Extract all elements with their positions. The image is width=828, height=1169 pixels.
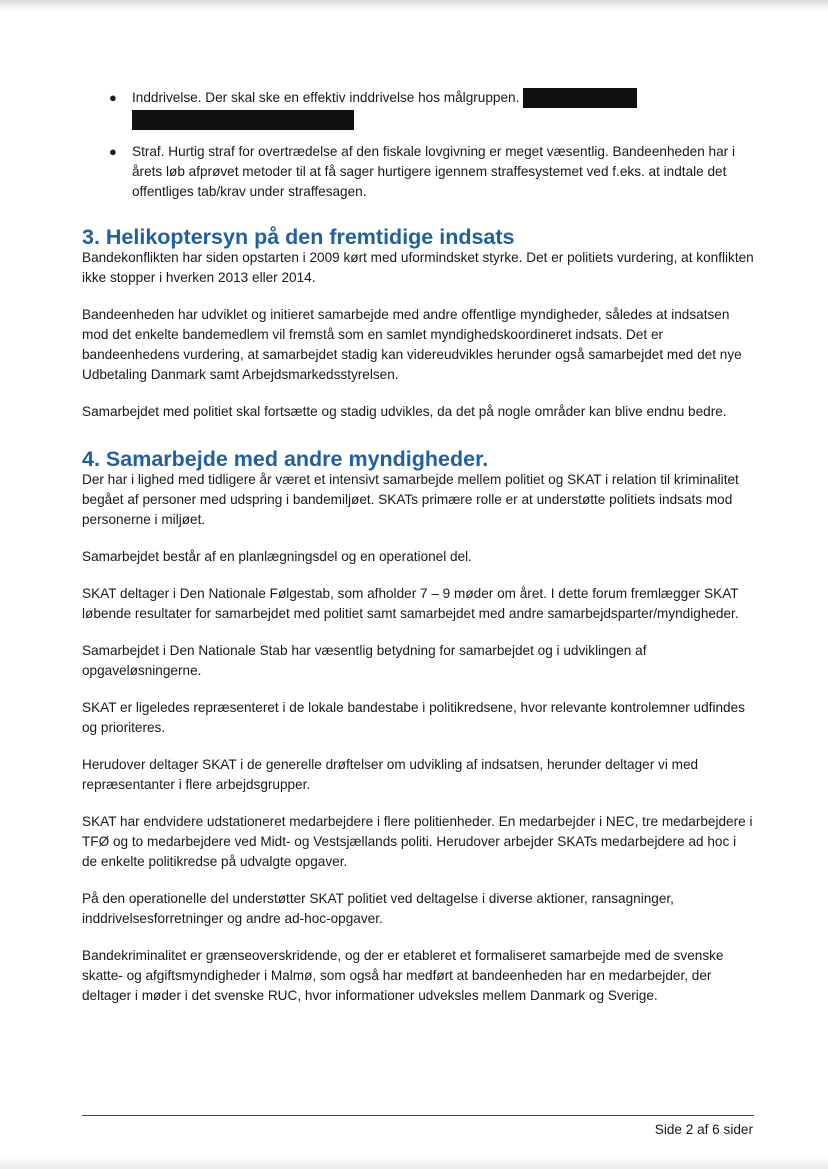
bullet-text: Straf. Hurtig straf for overtrædelse af den fiskale lovgivning er meget væsentlig. Bandeenheden har i årets løb afprøvet metoder til at få sager hurtigere igennem straffesystemet ved f.eks. at indtale det offentliges tab/krav under straffesagen. (132, 144, 735, 200)
paragraph: Bandekonflikten har siden opstarten i 2009 kørt med uformindsket styrke. Det er politiets vurdering, at konflikten ikke stopper i hverken 2013 eller 2014. (82, 250, 754, 286)
scan-edge-top (0, 0, 828, 10)
footer-divider (82, 1115, 754, 1116)
paragraph: På den operationelle del understøtter SKAT politiet ved deltagelse i diverse aktioner, ransagninger, inddrivelsesforretninger og andre ad-hoc-opgaver. (82, 891, 674, 927)
paragraph: SKAT deltager i Den Nationale Følgestab, som afholder 7 – 9 møder om året. I dette forum fremlægger SKAT løbende resultater for samarbejdet med politiet samt samarbejdet med andre samarbejdsparter/myndigheder. (82, 586, 739, 622)
paragraph: Bandeenheden har udviklet og initieret samarbejde med andre offentlige myndigheder, således at indsatsen mod det enkelte bandemedlem vil fremstå som en samlet myndighedskoordineret indsats. Det er bandeenhedens vurdering, at samarbejdet stadig kan videreudvikles herunder også samarbejdet med det nye Udbetaling Danmark samt Arbejdsmarkedsstyrelsen. (82, 307, 742, 383)
section-heading: 4. Samarbejde med andre myndigheder. (82, 447, 489, 472)
paragraph: Samarbejdet i Den Nationale Stab har væsentlig betydning for samarbejdet og i udviklingen af opgaveløsningerne. (82, 643, 647, 679)
paragraph: SKAT har endvidere udstationeret medarbejdere i flere politienheder. En medarbejder i NEC, tre medarbejdere i TFØ og to medarbejdere ved Midt- og Vestsjællands politi. Herudover arbejder SKATs medarbejdere ad hoc i de enkelte politikredse på udvalgte opgaver. (82, 814, 753, 870)
section-heading: 3. Helikoptersyn på den fremtidige indsats (82, 225, 515, 250)
bullet-icon: ● (109, 144, 117, 160)
redaction-block (523, 88, 637, 108)
bullet-icon: ● (109, 90, 117, 105)
page-number: Side 2 af 6 sider (654, 1122, 753, 1137)
list-item (82, 88, 754, 130)
scan-edge-bottom (0, 1155, 828, 1169)
redaction-block (132, 110, 354, 130)
paragraph: Bandekriminalitet er grænseoverskridende, og der er etableret et formaliseret samarbejde med de svenske skatte- og afgiftsmyndigheder i Malmø, som også har medført at bandeenheden har en medarbejder, der deltager i møder i det svenske RUC, hvor informationer udveksles mellem Danmark og Sverige. (82, 948, 724, 1004)
paragraph: Der har i lighed med tidligere år været et intensivt samarbejde mellem politiet og SKAT i relation til kriminalitet begået af personer med udspring i bandemiljøet. SKATs primære rolle er at understøtte politiets indsats mod personerne i miljøet. (82, 472, 739, 528)
paragraph: SKAT er ligeledes repræsenteret i de lokale bandestabe i politikredsene, hvor relevante kontrolemner udfindes og prioriteres. (82, 700, 745, 736)
paragraph: Herudover deltager SKAT i de generelle drøftelser om udvikling af indsatsen, herunder deltager vi med repræsentanter i flere arbejdsgrupper. (82, 757, 699, 793)
bullet-list (82, 88, 754, 202)
paragraph: Samarbejdet består af en planlægningsdel og en operationel del. (82, 549, 472, 565)
bullet-text: Inddrivelse. Der skal ske en effektiv inddrivelse hos målgruppen. (132, 90, 520, 105)
paragraph: Samarbejdet med politiet skal fortsætte og stadig udvikles, da det på nogle områder kan blive endnu bedre. (82, 404, 727, 420)
list-item (82, 142, 754, 202)
page-content (82, 88, 754, 1023)
